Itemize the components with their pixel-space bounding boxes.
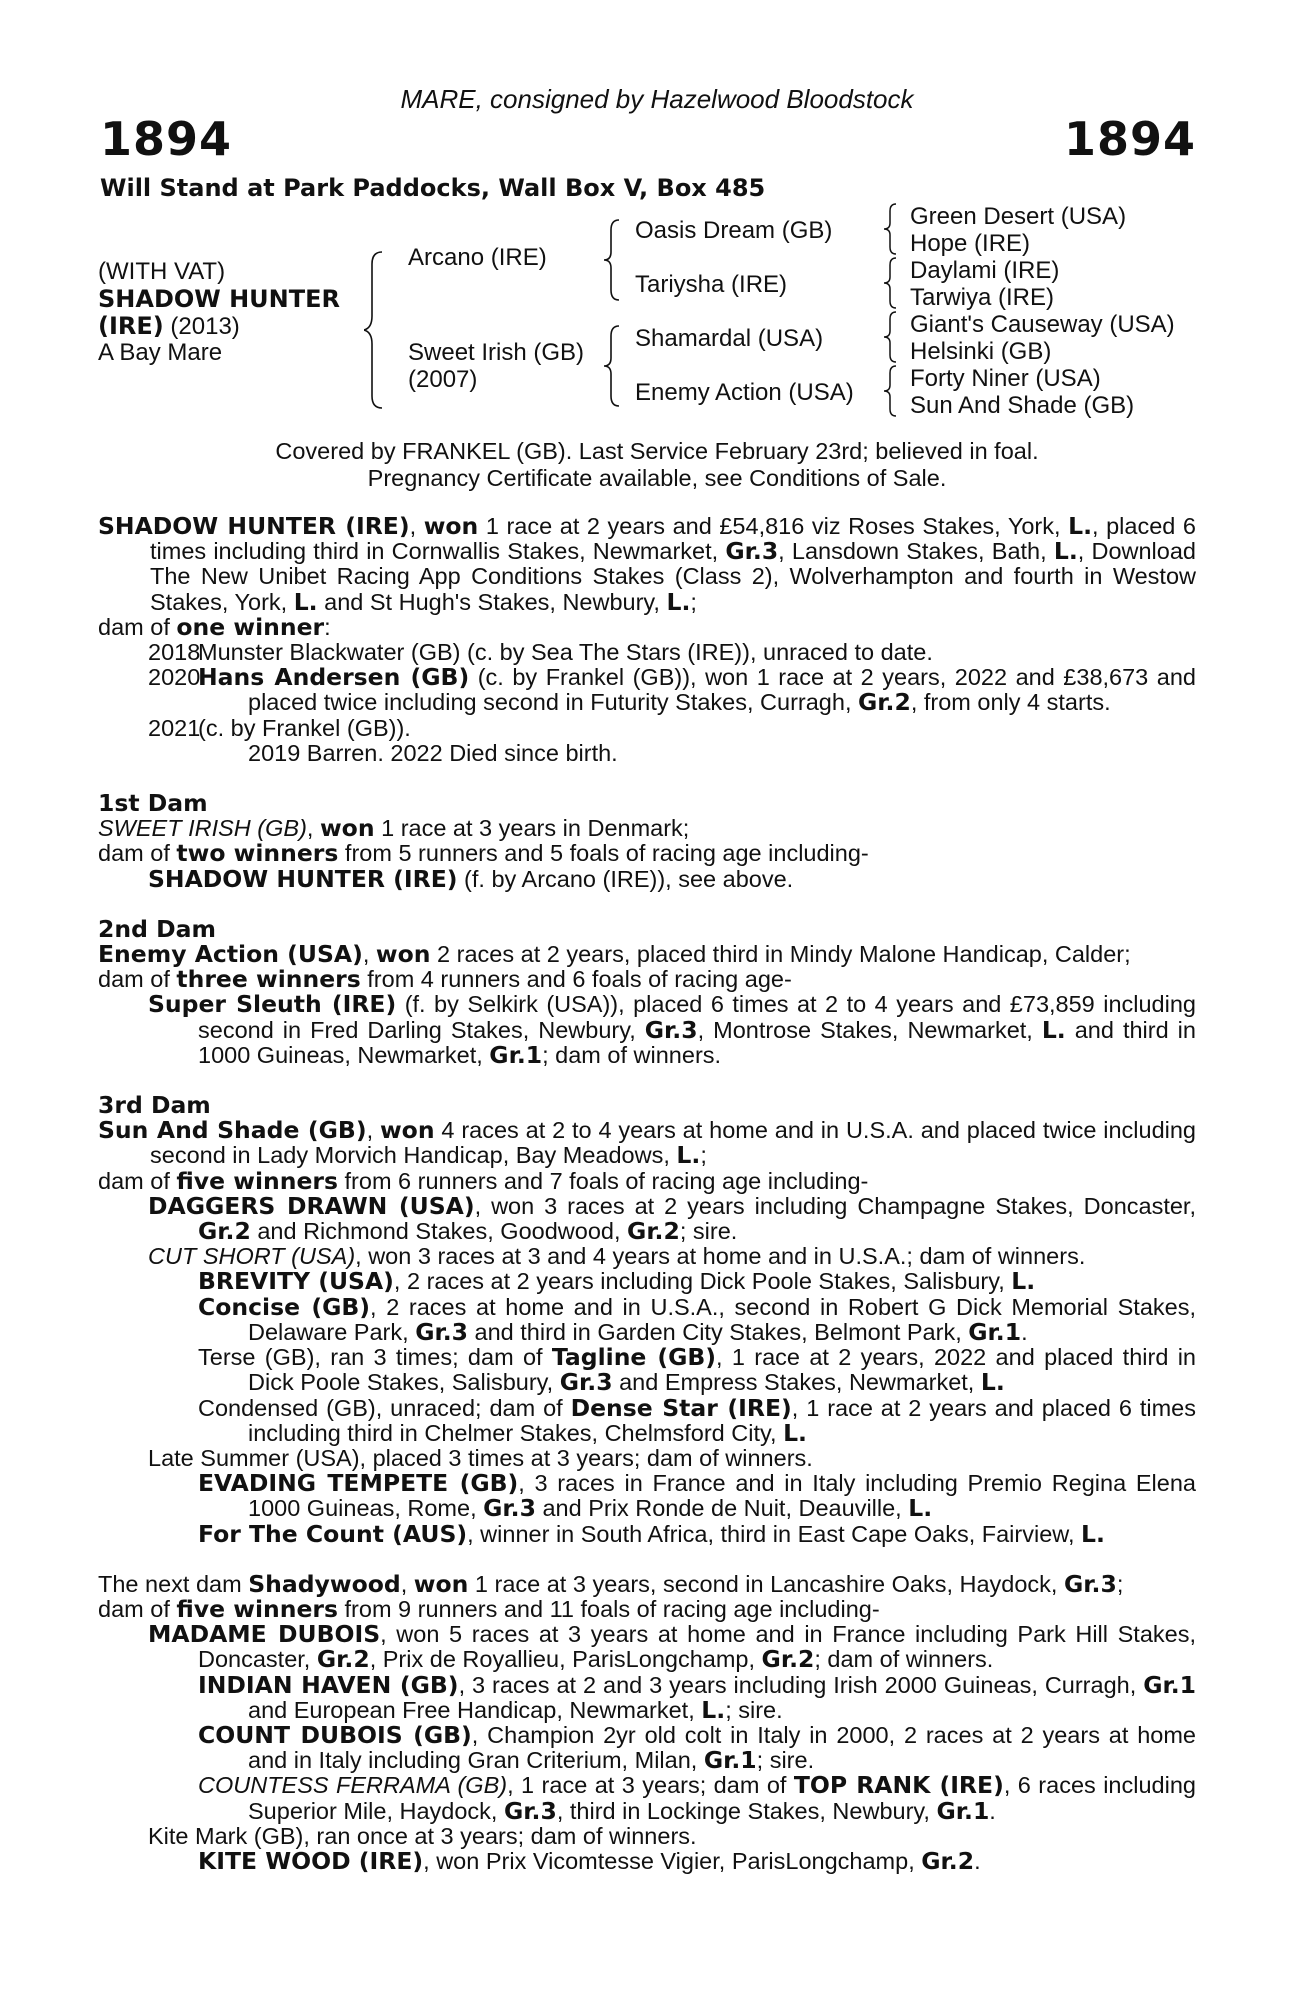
produce-row: 2021 (c. by Frankel (GB)). [148, 714, 411, 741]
catalogue-body [98, 514, 1196, 1874]
horse-description: A Bay Mare [98, 339, 223, 366]
pedigree-dam: Sweet Irish (GB) [408, 339, 585, 366]
subject-race-record: SHADOW HUNTER (IRE), won 1 race at 2 years and £54,816 viz Roses Stakes, York, L., placed 6 times including third in Cornwallis Stakes, Newmarket, Gr.3, Lansdown Stakes, Bath, L., Download The New Unibet Racing App Conditions Stakes (Class 2), Wolverhampton and fourth in Westow Stakes, York, L. and St Hugh's Stakes, Newbury, L.; [98, 512, 1196, 616]
next-dam-descendant: Kite Mark (GB), ran once at 3 years; dam of winners. [148, 1822, 697, 1849]
second-dam-heading: 2nd Dam [98, 914, 216, 943]
pedigree-sss: Green Desert (USA) [910, 203, 1127, 230]
third-dam-descendant: BREVITY (USA), 2 races at 2 years including Dick Poole Stakes, Salisbury, L. [198, 1267, 1036, 1296]
pedigree-sds: Daylami (IRE) [910, 257, 1060, 284]
pedigree-sire-sire: Oasis Dream (GB) [635, 217, 833, 244]
third-dam-produce: dam of five winners from 6 runners and 7 foals of racing age including- [98, 1166, 869, 1195]
next-dam-produce: dam of five winners from 9 runners and 11 foals of racing age including- [98, 1594, 880, 1623]
second-dam-winner: Super Sleuth (IRE) (f. by Selkirk (USA)), placed 6 times at 2 to 4 years and £73,859 including second in Fred Darling Stakes, Newbury, Gr.3, Montrose Stakes, Newmarket, L. and third in 1000 Guineas, Newmarket, Gr.1; dam of winners. [148, 990, 1196, 1069]
pedigree-dsd: Helsinki (GB) [910, 338, 1052, 365]
third-dam-descendant: Late Summer (USA), placed 3 times at 3 years; dam of winners. [148, 1444, 813, 1471]
horse-name: SHADOW HUNTER [98, 285, 341, 313]
pedigree-brace-sire [603, 218, 625, 302]
pedigree-ssd: Hope (IRE) [910, 230, 1031, 257]
third-dam-descendant: Terse (GB), ran 3 times; dam of Tagline (GB), 1 race at 2 years, 2022 and placed third in Dick Poole Stakes, Salisbury, Gr.3 and Empress Stakes, Newmarket, L. [198, 1343, 1196, 1397]
third-dam-descendant: EVADING TEMPETE (GB), 3 races in France and in Italy including Premio Regina Elena 1000 Guineas, Rome, Gr.3 and Prix Ronde de Nuit, Deauville, L. [198, 1469, 1196, 1523]
lot-number-left: 1894 [100, 112, 233, 166]
stand-location: Will Stand at Park Paddocks, Wall Box V, Box 485 [100, 174, 766, 202]
pedigree-brace-main [364, 250, 388, 410]
next-dam-record: The next dam Shadywood, won 1 race at 3 years, second in Lancashire Oaks, Haydock, Gr.3; [98, 1569, 1124, 1598]
next-dam-descendant: MADAME DUBOIS, won 5 races at 3 years at home and in France including Park Hill Stakes, Doncaster, Gr.2, Prix de Royallieu, ParisLongchamp, Gr.2; dam of winners. [148, 1620, 1196, 1674]
pedigree-ddd: Sun And Shade (GB) [910, 392, 1135, 419]
covered-note [0, 438, 1314, 492]
pedigree-brace-ds [883, 310, 901, 364]
produce-row: 2020 Hans Andersen (GB) (c. by Frankel (GB)), won 1 race at 2 years, 2022 and £38,673 and placed twice including second in Futurity Stakes, Curragh, Gr.2, from only 4 starts. [148, 663, 1196, 717]
pedigree-dam-dam: Enemy Action (USA) [635, 379, 854, 406]
barren-note: 2019 Barren. 2022 Died since birth. [248, 739, 618, 766]
second-dam-produce: dam of three winners from 4 runners and 6 foals of racing age- [98, 965, 792, 994]
pedigree-brace-ss [883, 202, 901, 256]
second-dam-record: Enemy Action (USA), won 2 races at 2 years, placed third in Mindy Malone Handicap, Calder; [98, 940, 1131, 969]
first-dam-winner: SHADOW HUNTER (IRE) (f. by Arcano (IRE)), see above. [148, 864, 794, 893]
third-dam-heading: 3rd Dam [98, 1091, 211, 1120]
third-dam-descendant: Concise (GB), 2 races at home and in U.S.A., second in Robert G Dick Memorial Stakes, Delaware Park, Gr.3 and third in Garden City Stakes, Belmont Park, Gr.1. [198, 1292, 1196, 1346]
next-dam-descendant: COUNT DUBOIS (GB), Champion 2yr old colt in Italy in 2000, 2 races at 2 years at home and in Italy including Gran Criterium, Milan, Gr.1; sire. [198, 1720, 1196, 1775]
third-dam-descendant: For The Count (AUS), winner in South Africa, third in East Cape Oaks, Fairview, L. [198, 1519, 1105, 1548]
first-dam-record: SWEET IRISH (GB), won 1 race at 3 years in Denmark; [98, 814, 690, 843]
pedigree-dam-year: (2007) [408, 366, 478, 393]
horse-name-suffix: (IRE) (2013) [98, 312, 240, 340]
pedigree-sire: Arcano (IRE) [408, 244, 547, 271]
third-dam-descendant: CUT SHORT (USA), won 3 races at 3 and 4 years at home and in U.S.A.; dam of winners. [148, 1243, 1086, 1270]
first-dam-produce: dam of two winners from 5 runners and 5 foals of racing age including- [98, 839, 869, 868]
pedigree-dds: Forty Niner (USA) [910, 365, 1101, 392]
covered-line-1: Covered by FRANKEL (GB). Last Service February 23rd; believed in foal. [275, 438, 1039, 464]
consignment-line: MARE, consigned by Hazelwood Bloodstock [400, 84, 914, 114]
pedigree-dss: Giant's Causeway (USA) [910, 311, 1175, 338]
next-dam-descendant: COUNTESS FERRAMA (GB), 1 race at 3 years; dam of TOP RANK (IRE), 6 races including Superior Mile, Haydock, Gr.3, third in Lockinge Stakes, Newbury, Gr.1. [198, 1771, 1196, 1825]
pedigree-sire-dam: Tariysha (IRE) [635, 271, 788, 298]
third-dam-descendant: Condensed (GB), unraced; dam of Dense Star (IRE), 1 race at 2 years and placed 6 times including third in Chelmer Stakes, Chelmsford City, L. [198, 1393, 1196, 1447]
third-dam-record: Sun And Shade (GB), won 4 races at 2 to 4 years at home and in U.S.A. and placed twice including second in Lady Morvich Handicap, Bay Meadows, L.; [98, 1116, 1196, 1170]
vat-note: (WITH VAT) [98, 258, 226, 285]
third-dam-descendant: DAGGERS DRAWN (USA), won 3 races at 2 years including Champagne Stakes, Doncaster, Gr.2 and Richmond Stakes, Goodwood, Gr.2; sire. [148, 1191, 1196, 1246]
pedigree-brace-dam [603, 324, 625, 408]
pedigree-brace-dd [883, 364, 901, 418]
next-dam-descendant: INDIAN HAVEN (GB), 3 races at 2 and 3 years including Irish 2000 Guineas, Curragh, Gr.1 and European Free Handicap, Newmarket, L.; sire. [198, 1670, 1196, 1724]
lot-number-right: 1894 [1063, 112, 1196, 166]
produce-row: 2018 Munster Blackwater (GB) (c. by Sea The Stars (IRE)), unraced to date. [148, 639, 933, 666]
next-dam-descendant: KITE WOOD (IRE), won Prix Vicomtesse Vigier, ParisLongchamp, Gr.2. [198, 1846, 981, 1875]
pedigree-dam-sire: Shamardal (USA) [635, 325, 824, 352]
first-dam-heading: 1st Dam [98, 789, 208, 818]
pedigree-brace-sd [883, 256, 901, 310]
covered-line-2: Pregnancy Certificate available, see Conditions of Sale. [367, 465, 947, 491]
pedigree-sdd: Tarwiya (IRE) [910, 284, 1055, 311]
subject-produce-summary: dam of one winner: [98, 612, 331, 641]
